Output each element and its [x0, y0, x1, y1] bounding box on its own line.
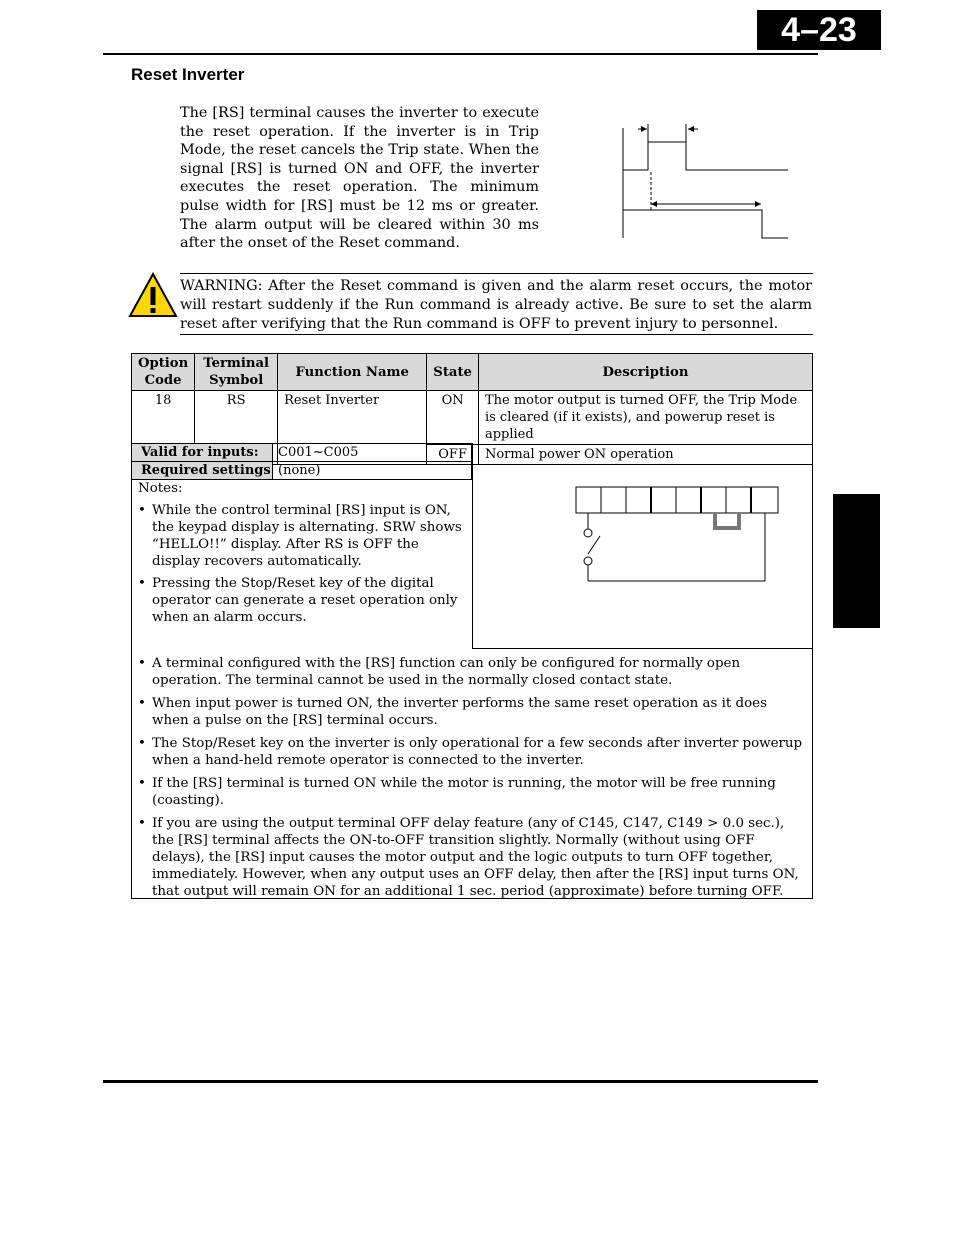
header-terminal-symbol: Terminal Symbol: [195, 354, 278, 391]
list-item: • If you are using the output terminal OFF delay feature (any of C145, C147, C149 > 0.0 sec.), the [RS] terminal affects the ON-to-OFF transition slightly. Normally (without using OFF delays), the [RS] input causes the motor output and the logic outputs to turn OFF together, immediately. However, when any output uses an OFF delay, then after the [RS] input turns ON, that output will remain ON for an additional 1 sec. period (approximate) before turning OFF.: [138, 815, 806, 900]
rs-signal-trace: [623, 142, 788, 170]
valid-inputs-label: Valid for inputs:: [131, 443, 273, 462]
terminal-strip: [576, 487, 778, 513]
warning-body: After the Reset command is given and the alarm reset occurs, the motor will restart suddenly if the Run command is already active. Be sure to set the alarm reset after verifying that the Run command is OFF to prevent injury to personnel.: [180, 278, 812, 332]
cell-state-off: OFF: [427, 445, 479, 465]
header-function-name: Function Name: [278, 354, 427, 391]
header-option-code: Option Code: [132, 354, 195, 391]
list-item: • When input power is turned ON, the inverter performs the same reset operation as it does when a pulse on the [RS] terminal occurs.: [138, 695, 806, 729]
timing-diagram: [620, 120, 795, 245]
switch-contact-top: [584, 529, 592, 537]
cell-function-name: Reset Inverter: [278, 391, 427, 465]
switch-contact-bottom: [584, 557, 592, 565]
additional-notes: [138, 655, 806, 906]
cell-desc-off: Normal power ON operation: [478, 445, 812, 465]
section-title: Reset Inverter: [131, 65, 245, 84]
alarm-signal-trace: [623, 210, 788, 238]
cell-option-code: 18: [132, 391, 195, 465]
warning-label: WARNING:: [180, 278, 263, 294]
terminal-wiring-diagram: [473, 443, 812, 648]
header-state: State: [427, 354, 479, 391]
notes-heading: Notes:: [138, 481, 183, 496]
header-description: Description: [478, 354, 812, 391]
terminal-diagram-box: [472, 443, 813, 649]
valid-inputs-value: C001~C005: [272, 443, 472, 462]
additional-notes-list: [138, 655, 806, 900]
notes-section: [138, 480, 468, 631]
warning-text: [180, 277, 812, 334]
list-item: • A terminal configured with the [RS] function can only be configured for normally open operation. The terminal cannot be used in the normally closed contact state.: [138, 655, 806, 689]
table-row: [132, 391, 813, 445]
intro-paragraph: The [RS] terminal causes the inverter to execute the reset operation. If the inverter is in Trip Mode, the reset cancels the Trip state. When the signal [RS] is turned ON and OFF, the inverter executes the reset operation. The minimum pulse width for [RS] must be 12 ms or greater. The alarm output will be cleared within 30 ms after the onset of the Reset command.: [180, 105, 539, 252]
jumper-bar: [715, 513, 739, 528]
warning-box: [180, 273, 813, 335]
cell-state-on: ON: [427, 391, 479, 445]
required-settings-label: Required settings: [131, 461, 273, 480]
list-item: • The Stop/Reset key on the inverter is only operational for a few seconds after inverter powerup when a hand-held remote operator is connected to the inverter.: [138, 735, 806, 769]
list-item: • While the control terminal [RS] input is ON, the keypad display is alternating. SRW shows “HELLO!!” display. After RS is OFF the display recovers automatically.: [138, 502, 468, 570]
table-header-row: [132, 354, 813, 391]
top-rule: [103, 53, 818, 55]
list-item: • Pressing the Stop/Reset key of the digital operator can generate a reset operation only when an alarm occurs.: [138, 575, 468, 626]
cell-desc-on: The motor output is turned OFF, the Trip Mode is cleared (if it exists), and powerup reset is applied: [478, 391, 812, 445]
bottom-rule: [103, 1080, 818, 1083]
notes-list: [138, 502, 468, 626]
chapter-side-tab: [833, 494, 880, 628]
list-item: • If the [RS] terminal is turned ON while the motor is running, the motor will be free running (coasting).: [138, 775, 806, 809]
page-number: 4–23: [757, 10, 881, 50]
rs-switch: [588, 536, 600, 554]
cell-terminal-symbol: RS: [195, 391, 278, 465]
required-settings-value: (none): [272, 461, 472, 480]
warning-triangle-icon: [128, 272, 178, 318]
